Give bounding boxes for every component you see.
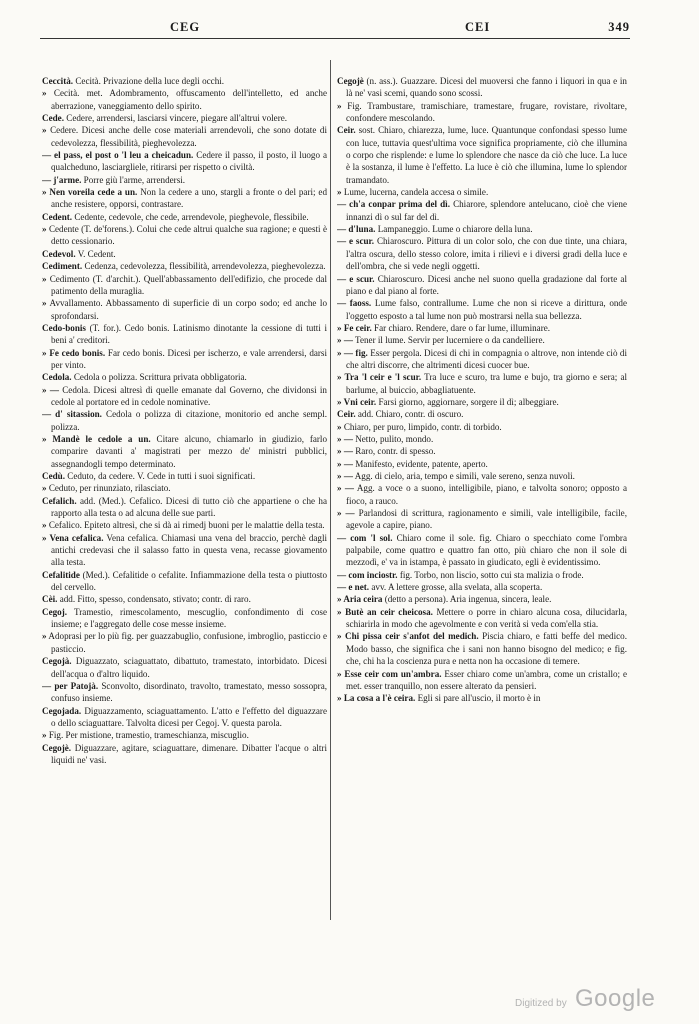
- entry-definition: V. Cedent.: [77, 248, 116, 259]
- entry-headword: » —: [337, 508, 355, 519]
- header-left-guide-word: CEG: [170, 20, 201, 34]
- entry-definition: Esser pergola. Dicesi di chi in compagnia o altrove, non intende ciò di che altri discorre, che altrimenti dicesi cuocer bue.: [346, 347, 627, 370]
- entry-definition: Cedente (T. de'forens.). Colui che cede altrui qualche sua ragione; e questi è detto cessionario.: [48, 224, 327, 247]
- entry-definition: Sconvolto, disordinato, travolto, tramestato, messo sossopra, confuso insieme.: [51, 680, 327, 704]
- entry-headword: Cèi.: [42, 594, 58, 605]
- dictionary-entry: [337, 421, 627, 433]
- entry-headword: » —: [337, 483, 354, 494]
- dictionary-entry: [337, 371, 627, 396]
- dictionary-entry: [42, 112, 327, 124]
- dictionary-entry: [337, 396, 627, 408]
- watermark-logo-text: Google: [575, 985, 656, 1012]
- entry-headword: » Vena cefalica.: [42, 532, 104, 543]
- dictionary-entry: [337, 223, 627, 235]
- dictionary-entry: [42, 569, 327, 594]
- dictionary-entry: [42, 482, 327, 494]
- entry-definition: Agg. a voce o a suono, intelligibile, piano, e talvolta sonoro; opposto a fioco, a rauco.: [346, 483, 627, 506]
- page-number: 349: [608, 20, 630, 34]
- entry-headword: Ceir.: [337, 125, 356, 136]
- dictionary-entry: [42, 532, 327, 569]
- header-rule: [40, 38, 630, 39]
- entry-headword: Ceir.: [337, 409, 356, 420]
- dictionary-entry: [42, 655, 327, 680]
- entry-definition: Farsi giorno, aggiornare, sorgere il dì; albeggiare.: [378, 396, 559, 407]
- dictionary-entry: [337, 470, 627, 482]
- entry-definition: Cedere il passo, il posto, il luogo a qualcheduno, lasciargliele, ritirarsi per rispetto o civiltà.: [51, 150, 327, 173]
- dictionary-entry: [337, 445, 627, 457]
- dictionary-entry: [42, 742, 327, 767]
- entry-headword: » La cosa a l'è ceira.: [337, 693, 416, 704]
- dictionary-entry: [337, 334, 627, 346]
- entry-definition: sost. Chiaro, chiarezza, lume, luce. Quantunque confondasi spesso lume con luce, tuttavia quest'ultima voce significa propriamente, ciò che illumina o corpo che risplende: e lume lo splendore che nasce da ciò che luce. La luce è la sostanza, il lume è l'effetto. La luce è ciò che illumina, lume lo splendor tramandato.: [346, 125, 627, 185]
- dictionary-entry: [337, 692, 627, 704]
- dictionary-entry: [42, 248, 327, 260]
- dictionary-entry: [337, 322, 627, 334]
- entry-definition: Cedente, cedevole, che cede, arrendevole, pieghevole, flessibile.: [74, 211, 309, 222]
- page-header: [40, 20, 630, 38]
- dictionary-entry: [337, 606, 627, 631]
- right-column: [337, 75, 627, 925]
- entry-headword: — el pass, el post o 'l leu a cheicadun.: [42, 150, 194, 161]
- entry-definition: Tener il lume. Servir per lucerniere o da candelliere.: [355, 335, 545, 346]
- entry-headword: — com inciostr.: [337, 569, 398, 580]
- dictionary-entry: [337, 273, 627, 298]
- entry-headword: » —: [337, 433, 353, 444]
- dictionary-entry: [337, 458, 627, 470]
- entry-headword: »: [337, 421, 342, 432]
- entry-headword: — j'arme.: [42, 174, 82, 185]
- entry-definition: Ceduto, da cedere. V. Cede in tutti i suoi significati.: [67, 471, 256, 481]
- entry-headword: — per Patojà.: [42, 680, 99, 691]
- column-separator: [330, 60, 331, 920]
- entry-definition: Mettere o porre in chiaro alcuna cosa, dilucidarla, schiarirla in modo che agevolmente e con verità si veda com'ella stia.: [346, 606, 627, 630]
- dictionary-entry: [42, 260, 327, 272]
- entry-definition: Egli si pare all'uscio, il morto è in: [417, 693, 541, 704]
- entry-headword: »: [42, 298, 47, 309]
- dictionary-entry: [337, 507, 627, 532]
- dictionary-entry: [337, 482, 627, 507]
- entry-headword: » Fe cedo bonis.: [42, 347, 106, 358]
- entry-headword: » Esse ceir com un'ambra.: [337, 668, 442, 679]
- entry-headword: Cedù.: [42, 471, 65, 481]
- entry-definition: add. Chiaro, contr. di oscuro.: [357, 409, 464, 420]
- entry-headword: » Chi pissa ceir s'anfot del medich.: [337, 631, 479, 642]
- entry-definition: Manifesto, evidente, patente, aperto.: [355, 458, 488, 469]
- entry-definition: Porre giù l'arme, arrendersi.: [83, 174, 186, 185]
- entry-definition: Cedola o polizza di citazione, monitorio ed anche sempl. polizza.: [51, 409, 327, 432]
- entry-headword: Cefalich.: [42, 495, 77, 506]
- entry-definition: Tra luce e scuro, tra lume e bujo, tra giorno e sera; al barlume, al buiccio, abbagliatuente.: [346, 372, 627, 395]
- dictionary-entry: [337, 630, 627, 667]
- dictionary-entry: [42, 729, 327, 741]
- entry-definition: Cefalico. Epiteto altresì, che si dà ai rimedj buoni per le malattie della testa.: [48, 520, 325, 531]
- dictionary-entry: [42, 322, 327, 347]
- entry-headword: Cegojè: [337, 76, 364, 86]
- entry-headword: — faoss.: [337, 298, 372, 309]
- entry-definition: Chiaroscuro. Dicesi anche nel suono quella gradazione dal forte al piano e dal piano al forte.: [346, 273, 627, 296]
- dictionary-entry: [42, 606, 327, 631]
- entry-definition: Vena cefalica. Chiamasi una vena del braccio, perchè dagli antichi credevasi che il salasso fatto in questa vena, recasse giovamento alla testa.: [51, 532, 327, 568]
- entry-headword: — e net.: [337, 582, 370, 593]
- dictionary-entry: [337, 124, 627, 186]
- left-column: [42, 75, 327, 925]
- entry-headword: »: [42, 88, 47, 99]
- entry-definition: Fig. Trambustare, tramischiare, tramestare, frugare, rovistare, rivoltare, confondere mescolando.: [346, 100, 627, 124]
- dictionary-entry: [42, 186, 327, 211]
- entry-definition: Cedere. Dicesi anche delle cose materiali arrendevoli, che sono dotate di cedevolezza, flessibilità, pieghevolezza.: [50, 125, 327, 148]
- entry-headword: » —: [337, 446, 353, 457]
- entry-definition: Chiaroscuro. Pittura di un color solo, che con due tinte, una chiara, l'altra oscura, dello stesso colore, imita i rilievi e i diversi gradi della luce e dell'ombra, che si vede negli oggetti.: [346, 236, 627, 272]
- entry-headword: »: [337, 100, 342, 111]
- dictionary-entry: [42, 297, 327, 322]
- dictionary-entry: [42, 593, 327, 605]
- dictionary-entry: [42, 680, 327, 705]
- entry-headword: » Mandè le cedole a un.: [42, 433, 151, 444]
- entry-definition: Citare alcuno, chiamarlo in giudizio, farlo comparire davanti a' magistrati per mezzo de' ministri pubblici, assegnandogli tempo determinato.: [51, 433, 327, 469]
- entry-definition: Netto, pulito, mondo.: [355, 433, 434, 444]
- entry-definition: Avvallamento. Abbassamento di superficie di un corpo sodo; ed anche lo sprofondarsi.: [49, 298, 327, 321]
- entry-headword: » Vni ceir.: [337, 396, 377, 407]
- entry-definition: Diguazzato, sciaguattato, dibattuto, tramestato, intorbidato. Dicesi dell'acqua o d'altro liquido.: [51, 656, 327, 679]
- watermark-small-text: Digitized by: [515, 998, 567, 1009]
- header-middle-guide-word: CEI: [465, 20, 491, 34]
- dictionary-entry: [42, 630, 327, 655]
- dictionary-entry: [337, 581, 627, 593]
- entry-definition: Cedola. Dicesi altresì di quelle emanate dal Governo, che dividonsi in cedole al portatore ed in cedole nominative.: [51, 384, 327, 407]
- dictionary-entry: [337, 569, 627, 581]
- entry-definition: Lume, lucerna, candela accesa o simile.: [343, 187, 489, 198]
- entry-headword: Cegoj.: [42, 606, 67, 617]
- entry-headword: » Butè an ceir cheicosa.: [337, 606, 433, 617]
- entry-definition: add. Fitto, spesso, condensato, stivato; contr. di raro.: [59, 594, 251, 605]
- entry-definition: (T. for.). Cedo bonis. Latinismo dinotante la cessione di tutti i beni a' creditori.: [51, 322, 327, 346]
- dictionary-entry: [42, 408, 327, 433]
- entry-headword: — d' sitassion.: [42, 409, 102, 420]
- entry-definition: Non la cedere a uno, stargli a fronte o del pari; ed anche resistere, opporsi, contrastare.: [51, 187, 327, 210]
- dictionary-entry: [42, 124, 327, 149]
- entry-definition: Cedola o polizza. Scrittura privata obbligatoria.: [73, 372, 247, 383]
- entry-definition: Esser chiaro come un'ambra, come un cristallo; e met. esser tranquillo, non essere alterato da pensieri.: [346, 668, 627, 691]
- dictionary-entry: [42, 384, 327, 409]
- entry-headword: Cefalitide: [42, 569, 80, 580]
- entry-definition: Far cedo bonis. Dicesi per ischerzo, e vale arrendersi, darsi per vinto.: [51, 347, 327, 370]
- entry-definition: add. (Med.). Cefalico. Dicesi di tutto ciò che appartiene o che ha rapporto alla testa o ad alcuna delle sue parti.: [51, 495, 327, 519]
- entry-headword: »: [42, 520, 47, 531]
- entry-definition: Agg. di cielo, aria, tempo e simili, vale sereno, senza nuvoli.: [354, 471, 575, 481]
- entry-headword: »: [42, 631, 47, 642]
- entry-definition: (detto a persona). Aria ingenua, sincera, leale.: [384, 594, 552, 605]
- google-watermark: [515, 985, 685, 1015]
- entry-definition: avv. A lettere grosse, alla svelata, alla scoperta.: [371, 582, 543, 593]
- entry-definition: Chiarore, splendore antelucano, cioè che viene innanzi dì o sul far del dì.: [346, 199, 627, 222]
- dictionary-entry: [337, 75, 627, 100]
- entry-headword: — e scur.: [337, 236, 375, 247]
- entry-definition: Diguazzare, agitare, sciaguattare, dimenare. Dibatter l'acque o altri liquidi ne' vasi.: [51, 742, 327, 765]
- entry-headword: » —: [42, 384, 59, 395]
- dictionary-entry: [42, 433, 327, 470]
- dictionary-entry: [42, 223, 327, 248]
- entry-definition: Lume falso, contrallume. Lume che non si riceve a dirittura, onde l'oggetto esposto a tal lume non può mostrarsi nella sua bellezza.: [346, 298, 627, 321]
- entry-definition: fig. Torbo, non liscio, sotto cui sta malizia o frode.: [399, 569, 584, 580]
- entry-definition: Chiaro, per puro, limpido, contr. di torbido.: [343, 421, 502, 432]
- entry-headword: »: [337, 187, 342, 198]
- entry-definition: Far chiaro. Rendere, dare o far lume, illuminare.: [374, 322, 551, 333]
- entry-headword: » Aria ceira: [337, 594, 383, 605]
- entry-headword: » Fe ceir.: [337, 322, 372, 333]
- dictionary-entry: [337, 433, 627, 445]
- entry-definition: Diguazzamento, sciaguattamento. L'atto e l'effetto del diguazzare o dello sciaguattare. Talvolta dicesi per Cegoj. V. questa parola.: [51, 705, 327, 728]
- dictionary-entry: [337, 198, 627, 223]
- entry-definition: Cecità. met. Adombramento, offuscamento dell'intelletto, ed anche aberrazione, vaneggiamento dello spirito.: [51, 88, 327, 111]
- entry-headword: Cegojà.: [42, 656, 72, 667]
- dictionary-entry: [42, 149, 327, 174]
- entry-definition: Cedenza, cedevolezza, flessibilità, arrendevolezza, pieghevolezza.: [84, 261, 326, 272]
- dictionary-entry: [42, 211, 327, 223]
- dictionary-entry: [337, 593, 627, 605]
- entry-definition: Raro, contr. di spesso.: [355, 446, 436, 457]
- dictionary-entry: [42, 87, 327, 112]
- dictionary-entry: [42, 347, 327, 372]
- entry-headword: — com 'l sol.: [337, 532, 393, 543]
- entry-headword: » — fig.: [337, 347, 368, 358]
- entry-headword: Cedent.: [42, 211, 73, 222]
- entry-definition: Ceduto, per rinunziato, rilasciato.: [48, 483, 171, 494]
- entry-headword: »: [42, 730, 47, 741]
- entry-headword: Cediment.: [42, 261, 83, 272]
- dictionary-entry: [337, 186, 627, 198]
- entry-definition: Lampaneggio. Lume o chiarore della luna.: [377, 224, 533, 235]
- entry-definition: Cedere, arrendersi, lasciarsi vincere, piegare all'altrui volere.: [66, 113, 288, 124]
- entry-headword: »: [42, 125, 47, 136]
- dictionary-entry: [42, 470, 327, 482]
- dictionary-entry: [337, 532, 627, 569]
- entry-headword: » Nen voreila cede a un.: [42, 187, 138, 198]
- entry-headword: » Tra 'l ceir e 'l scur.: [337, 372, 422, 383]
- entry-headword: Cedevol.: [42, 248, 76, 259]
- entry-headword: Cedo-bonis: [42, 322, 86, 333]
- entry-headword: Cegojè.: [42, 742, 72, 753]
- dictionary-entry: [42, 174, 327, 186]
- entry-headword: Cegojada.: [42, 705, 82, 716]
- entry-headword: Ceccità.: [42, 76, 74, 86]
- dictionary-entry: [337, 347, 627, 372]
- dictionary-entry: [337, 100, 627, 125]
- entry-headword: Cedola.: [42, 372, 72, 383]
- entry-headword: — e scur.: [337, 273, 375, 284]
- entry-headword: »: [42, 224, 47, 235]
- entry-headword: » —: [337, 458, 353, 469]
- dictionary-entry: [337, 408, 627, 420]
- entry-definition: Fig. Per mistione, tramestio, trameschianza, miscuglio.: [48, 730, 249, 741]
- dictionary-entry: [42, 273, 327, 298]
- entry-definition: Chiaro come il sole. fig. Chiaro o specchiato come l'ombra palpabile, come quattro e quattro fan otto, più chiaro che non il sole di mezzodì, e' va in istampa, è passato in giudicato, egli è evidentissimo.: [346, 532, 627, 568]
- entry-definition: (n. ass.). Guazzare. Dicesi del muoversi che fanno i liquori in qua e in là ne' vasi scemi, quando sono scossi.: [346, 76, 627, 99]
- entry-definition: Piscia chiaro, e fatti beffe del medico. Modo basso, che significa che i sani non hanno bisogno del medico; e fig. che, chi ha la coscienza pura e netta non ha occasione di temere.: [346, 631, 627, 667]
- dictionary-entry: [337, 235, 627, 272]
- entry-headword: — ch'a conpar prima del dì.: [337, 199, 450, 210]
- dictionary-entry: [42, 75, 327, 87]
- entry-definition: (Med.). Cefalitide o cefalite. Infiammazione della testa o piuttosto del cervello.: [51, 569, 327, 593]
- entry-headword: » —: [337, 335, 353, 346]
- entry-definition: Cedimento (T. d'archit.). Quell'abbassamento dell'edifizio, che procede dal patimento della muraglia.: [49, 273, 327, 296]
- dictionary-entry: [42, 705, 327, 730]
- dictionary-entry: [337, 668, 627, 693]
- dictionary-entry: [42, 519, 327, 531]
- entry-definition: Parlandosi di scrittura, ragionamento e simili, vale intelligibile, facile, agevole a capire, piano.: [346, 508, 627, 531]
- dictionary-entry: [42, 371, 327, 383]
- entry-headword: Cede.: [42, 113, 64, 124]
- entry-headword: »: [42, 483, 47, 494]
- entry-definition: Adoprasi per lo più fig. per guazzabuglio, confusione, imbroglio, pasticcio e pasticcio.: [48, 631, 327, 654]
- entry-headword: »: [42, 273, 47, 284]
- entry-headword: — d'luna.: [337, 224, 376, 235]
- entry-headword: » —: [337, 471, 353, 481]
- dictionary-entry: [42, 495, 327, 520]
- entry-definition: Cecità. Privazione della luce degli occhi.: [75, 76, 225, 86]
- dictionary-entry: [337, 297, 627, 322]
- entry-definition: Tramestio, rimescolamento, mescuglio, confondimento di cose insieme; e l'aggregato delle cose messe insieme.: [51, 606, 327, 630]
